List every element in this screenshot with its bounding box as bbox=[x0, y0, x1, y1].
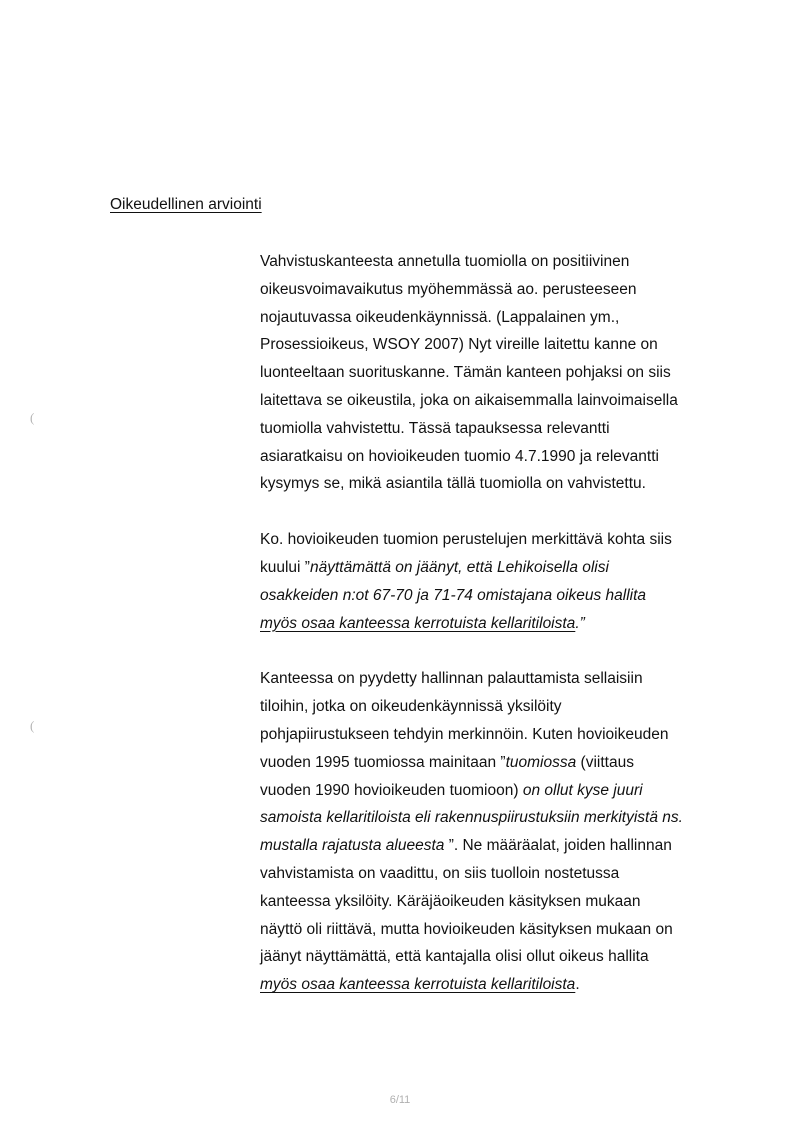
text-segment: kysymys se, mikä asiantila tällä tuomiolla on vahvistettu. bbox=[260, 475, 646, 493]
text-segment: Prosessioikeus, WSOY 2007) Nyt vireille laitettu kanne on bbox=[260, 336, 658, 354]
text-segment: asiaratkaisu on hovioikeuden tuomio 4.7.1990 ja relevantti bbox=[260, 447, 659, 465]
text-line bbox=[260, 832, 730, 860]
text-segment: näyttö oli riittävä, mutta hovioikeuden käsityksen mukaan on bbox=[260, 920, 673, 938]
text-segment: osakkeiden n:ot 67-70 ja 71-74 omistajana oikeus hallita bbox=[260, 586, 647, 604]
text-segment: vahvistamista on vaadittu, on siis tuolloin nostetussa bbox=[260, 864, 620, 882]
text-segment: Ko. hovioikeuden tuomion perustelujen merkittävä kohta siis bbox=[260, 531, 672, 549]
text-segment: nojautuvassa oikeudenkäynnissä. (Lappalainen ym., bbox=[260, 308, 620, 326]
text-segment: tuomiolla vahvistettu. Tässä tapauksessa relevantti bbox=[260, 419, 610, 437]
text-segment: on ollut kyse juuri bbox=[522, 781, 643, 799]
text-segment: näyttämättä on jäänyt, että Lehikoisella olisi bbox=[309, 558, 609, 576]
text-segment: myös osaa kanteessa kerrotuista kellaritiloista bbox=[260, 976, 576, 994]
text-line bbox=[260, 387, 730, 415]
text-line bbox=[260, 749, 730, 777]
binding-hole-mark: ( bbox=[30, 410, 35, 425]
text-line bbox=[260, 943, 730, 971]
text-segment: (viittaus bbox=[576, 753, 634, 771]
text-line bbox=[260, 665, 730, 693]
text-line bbox=[260, 470, 730, 498]
text-segment: vuoden 1995 tuomiossa mainitaan ” bbox=[260, 753, 506, 771]
text-segment: kanteessa yksilöity. Käräjäoikeuden käsityksen mukaan bbox=[260, 892, 641, 910]
document-body bbox=[260, 248, 730, 1027]
text-segment: . bbox=[575, 976, 580, 994]
text-line bbox=[260, 526, 730, 554]
text-line bbox=[260, 777, 730, 805]
text-segment: kuului ” bbox=[260, 558, 310, 576]
text-segment: samoista kellaritiloista eli rakennuspiirustuksiin merkityistä ns. bbox=[260, 809, 683, 827]
text-line bbox=[260, 610, 730, 638]
text-segment: tiloihin, jotka on oikeudenkäynnissä yksilöity bbox=[260, 698, 562, 716]
binding-hole-mark: ( bbox=[30, 718, 35, 733]
text-segment: myös osaa kanteessa kerrotuista kellaritiloista bbox=[260, 614, 576, 632]
text-line bbox=[260, 971, 730, 999]
text-segment: vuoden 1990 hovioikeuden tuomioon) bbox=[260, 781, 523, 799]
text-line bbox=[260, 304, 730, 332]
text-line bbox=[260, 693, 730, 721]
text-line bbox=[260, 359, 730, 387]
page-number: 6/11 bbox=[389, 1094, 411, 1106]
text-line bbox=[260, 248, 730, 276]
text-segment: oikeusvoimavaikutus myöhemmässä ao. perusteeseen bbox=[260, 280, 637, 298]
text-segment: mustalla rajatusta alueesta bbox=[260, 837, 445, 855]
text-segment: jäänyt näyttämättä, että kantajalla olisi ollut oikeus hallita bbox=[260, 948, 649, 966]
paragraph bbox=[260, 526, 730, 637]
text-segment: pohjapiirustukseen tehdyin merkinnöin. Kuten hovioikeuden bbox=[260, 725, 669, 743]
text-segment: laitettava se oikeustila, joka on aikaisemmalla lainvoimaisella bbox=[260, 391, 678, 409]
text-segment: Kanteessa on pyydetty hallinnan palauttamista sellaisiin bbox=[260, 670, 643, 688]
text-line bbox=[260, 860, 730, 888]
text-line bbox=[260, 443, 730, 471]
text-line bbox=[260, 276, 730, 304]
text-segment: tuomiossa bbox=[505, 753, 577, 771]
text-line bbox=[260, 804, 730, 832]
text-line bbox=[260, 415, 730, 443]
text-segment: luonteeltaan suorituskanne. Tämän kanteen pohjaksi on siis bbox=[260, 364, 671, 382]
text-segment: .” bbox=[575, 614, 585, 632]
text-line bbox=[260, 888, 730, 916]
text-segment: Vahvistuskanteesta annetulla tuomiolla on positiivinen bbox=[260, 253, 630, 270]
text-line bbox=[260, 582, 730, 610]
text-segment: ”. Ne määräalat, joiden hallinnan bbox=[444, 837, 672, 855]
text-line bbox=[260, 916, 730, 944]
paragraph bbox=[260, 665, 730, 999]
text-line bbox=[260, 331, 730, 359]
text-line bbox=[260, 554, 730, 582]
text-line bbox=[260, 721, 730, 749]
section-heading: Oikeudellinen arviointi bbox=[110, 196, 262, 213]
paragraph bbox=[260, 248, 730, 498]
